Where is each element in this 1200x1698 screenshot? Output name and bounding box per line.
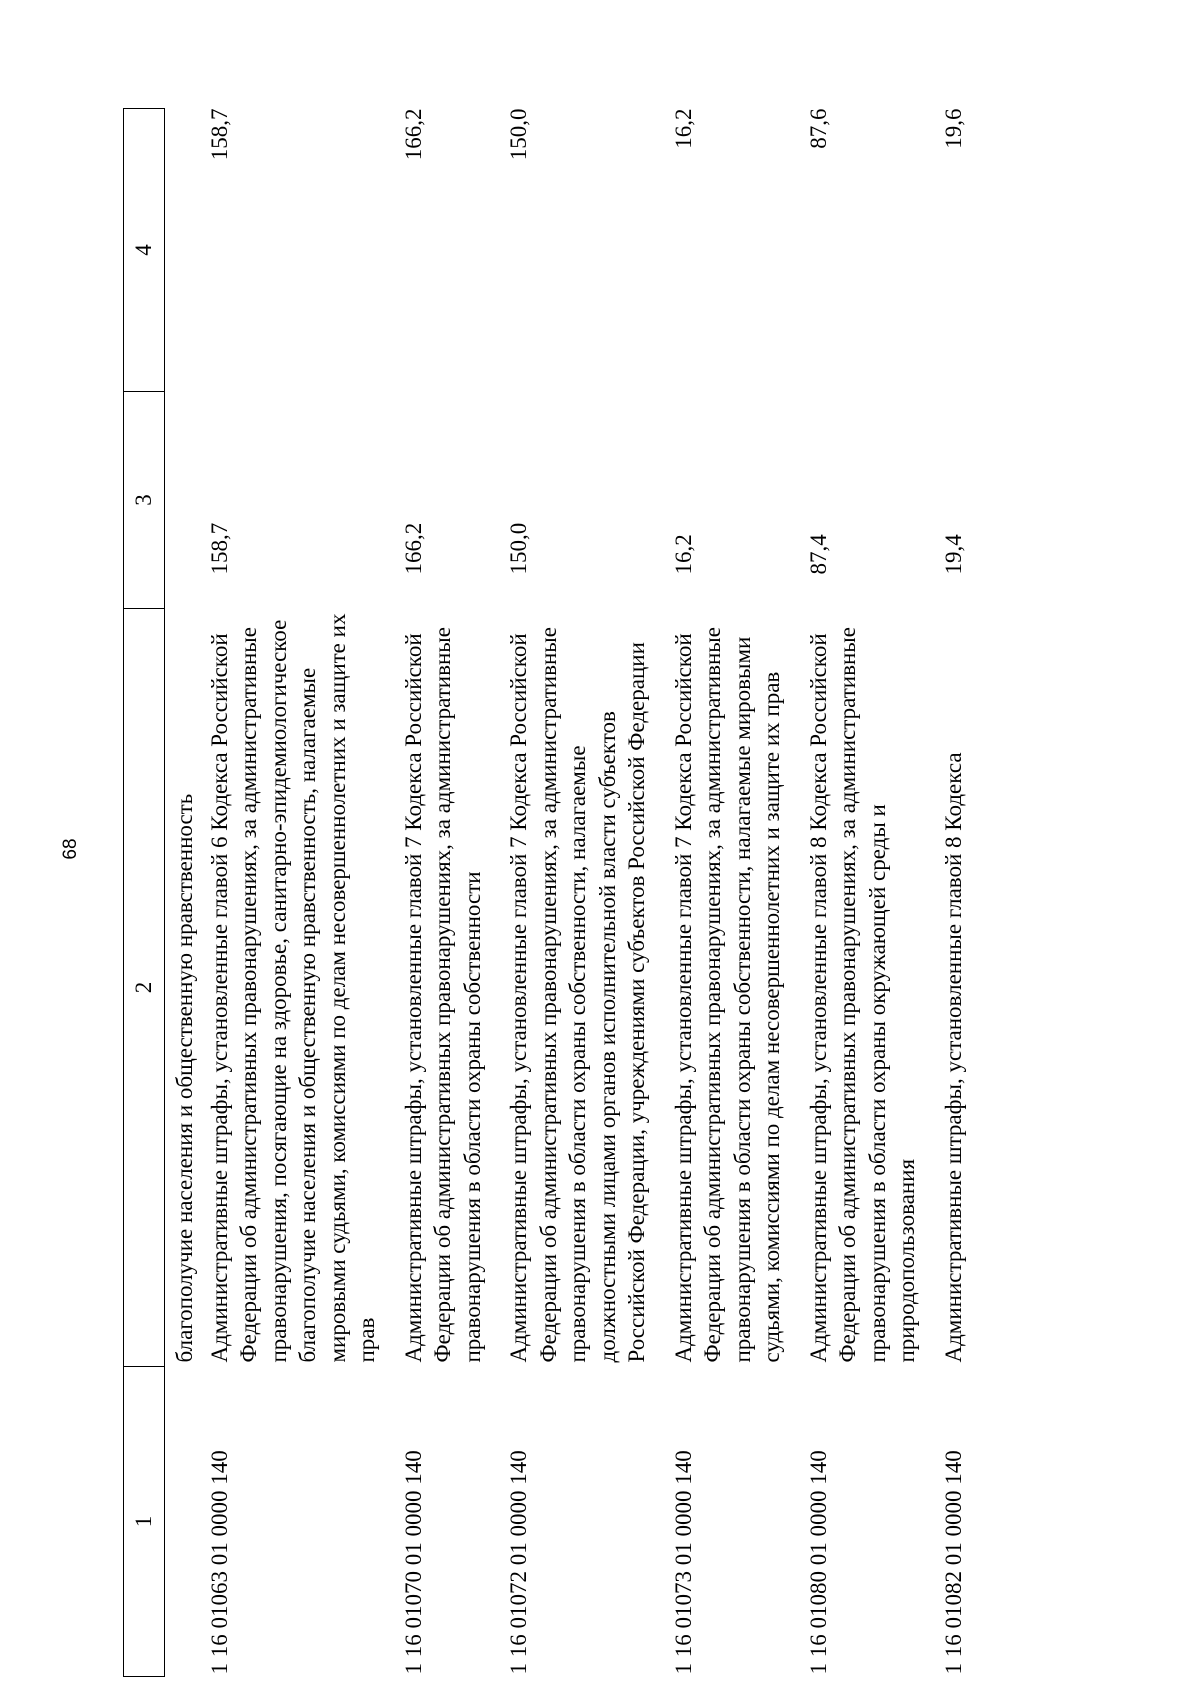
row-description: благополучие населения и общественную нравственность [172,793,197,1363]
row-description: Административные штрафы, установленные главой 8 Кодекса Российской Федерации об административных правонарушениях, за административные правонарушения в области охраны окружающей среды и природопользования [805,627,919,1363]
row-code: 1 16 01072 01 0000 140 [506,1450,531,1675]
row-description: Административные штрафы, установленные главой 6 Кодекса Российской Федерации об административных правонарушениях, за административные правонарушения, посягающие на здоровье, санитарно-эпидемиологическое благополучие населения и общественную нравственность, налагаемые мировыми судьями, комиссиями по делам несовершеннолетних и защите их прав [206,613,379,1363]
row-code: 1 16 01082 01 0000 140 [940,1450,966,1675]
table-row [200,109,394,1677]
row-value-3: 19,4 [940,534,966,575]
row-code: 1 16 01070 01 0000 140 [400,1450,426,1675]
row-value-4: 150,0 [506,108,531,161]
row-description: Административные штрафы, установленные главой 7 Кодекса Российской Федерации об административных правонарушениях, за административные правонарушения в области охраны собственности, налагаемые должностными лицами органов исполнительной власти субъектов Российской Федерации, учреждениями субъектов Российской Федерации [506,627,649,1363]
column-header-2: 2 [124,609,165,1367]
row-code: 1 16 01073 01 0000 140 [670,1450,696,1675]
row-code: 1 16 01063 01 0000 140 [206,1450,232,1675]
row-value-3: 16,2 [670,534,696,575]
row-code [165,1367,200,1677]
row-value-3: 158,7 [206,522,232,575]
table-row [664,109,799,1677]
revenue-table [123,108,980,1677]
table-row [799,109,934,1677]
row-value-3: 166,2 [400,522,426,575]
row-value-3: 87,4 [805,534,831,575]
header-row [124,109,165,1677]
row-description: Административные штрафы, установленные главой 7 Кодекса Российской Федерации об административных правонарушениях, за административные правонарушения в области охраны собственности, налагаемые мировыми судьями, комиссиями по делам несовершеннолетних и защите их прав [670,627,784,1363]
table-row [165,109,200,1677]
row-value-4 [165,109,200,392]
row-value-4: 16,2 [670,108,696,149]
row-code: 1 16 01080 01 0000 140 [805,1450,831,1675]
row-value-3: 150,0 [506,522,531,575]
table-row [394,109,500,1677]
row-value-4: 158,7 [206,108,232,161]
row-value-4: 87,6 [805,108,831,149]
row-value-4: 19,6 [940,108,966,149]
row-description: Административные штрафы, установленные главой 7 Кодекса Российской Федерации об административных правонарушениях, за административные правонарушения в области охраны собственности [400,627,485,1363]
row-value-4: 166,2 [400,108,426,161]
column-header-1: 1 [124,1367,165,1677]
table-row [934,109,981,1677]
column-header-3: 3 [124,392,165,609]
table-row [499,109,664,1677]
row-value-3 [165,392,200,609]
rotated-page-content [123,109,1126,1677]
row-description: Административные штрафы, установленные главой 8 Кодекса [940,752,966,1363]
column-header-4: 4 [124,109,165,392]
page-number: 68 [60,838,81,860]
